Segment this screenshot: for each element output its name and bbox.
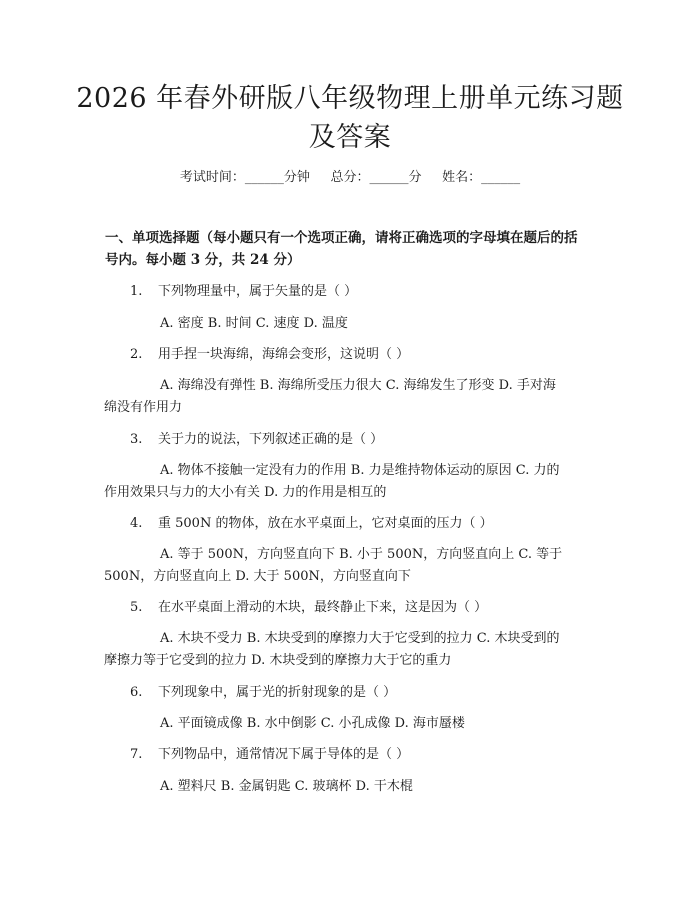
question-number: 7. xyxy=(130,747,143,762)
question-options: A. 平面镜成像 B. 水中倒影 C. 小孔成像 D. 海市蜃楼 xyxy=(160,716,465,731)
exam-info: 考试时间：______分钟 总分：______分 姓名：______ xyxy=(179,170,521,185)
question-text: 关于力的说法，下列叙述正确的是（ ） xyxy=(158,432,384,447)
question-text: 下列现象中，属于光的折射现象的是（ ） xyxy=(158,685,397,700)
question-number: 3. xyxy=(130,432,143,447)
question-text: 在水平桌面上滑动的木块，最终静止下来，这是因为（ ） xyxy=(158,600,488,615)
question-text: 重 500N 的物体，放在水平桌面上，它对桌面的压力（ ） xyxy=(158,516,493,531)
question-number: 5. xyxy=(130,600,143,615)
question-options-continued: 绵没有作用力 xyxy=(104,400,183,415)
question-text: 下列物理量中，属于矢量的是（ ） xyxy=(158,284,358,299)
question-number: 6. xyxy=(130,685,143,700)
question-options: A. 密度 B. 时间 C. 速度 D. 温度 xyxy=(160,316,348,331)
page-title-line1: 2026 年春外研版八年级物理上册单元练习题 xyxy=(76,83,624,114)
question-options: A. 塑料尺 B. 金属钥匙 C. 玻璃杯 D. 干木棍 xyxy=(160,779,413,794)
section-heading-line1: 一、单项选择题（每小题只有一个选项正确，请将正确选项的字母填在题后的括 xyxy=(105,230,578,246)
question-text: 用手捏一块海绵，海绵会变形，这说明（ ） xyxy=(158,347,410,362)
page-title-line2: 及答案 xyxy=(308,122,392,153)
question-options-continued: 摩擦力等于它受到的拉力 D. 木块受到的摩擦力大于它的重力 xyxy=(104,653,452,668)
question-options: A. 海绵没有弹性 B. 海绵所受压力很大 C. 海绵发生了形变 D. 手对海 xyxy=(160,378,556,393)
question-options-continued: 500N，方向竖直向上 D. 大于 500N，方向竖直向下 xyxy=(104,569,411,584)
question-number: 4. xyxy=(130,516,143,531)
question-number: 2. xyxy=(130,347,143,362)
question-options: A. 木块不受力 B. 木块受到的摩擦力大于它受到的拉力 C. 木块受到的 xyxy=(160,631,560,646)
question-text: 下列物品中，通常情况下属于导体的是（ ） xyxy=(158,747,410,762)
question-options-continued: 作用效果只与力的大小有关 D. 力的作用是相互的 xyxy=(104,485,387,500)
question-number: 1. xyxy=(130,284,143,299)
question-options: A. 物体不接触一定没有力的作用 B. 力是维持物体运动的原因 C. 力的 xyxy=(160,463,560,478)
question-options: A. 等于 500N，方向竖直向下 B. 小于 500N，方向竖直向上 C. 等于 xyxy=(160,547,563,562)
section-heading-line2: 号内。每小题 3 分，共 24 分） xyxy=(105,252,301,268)
